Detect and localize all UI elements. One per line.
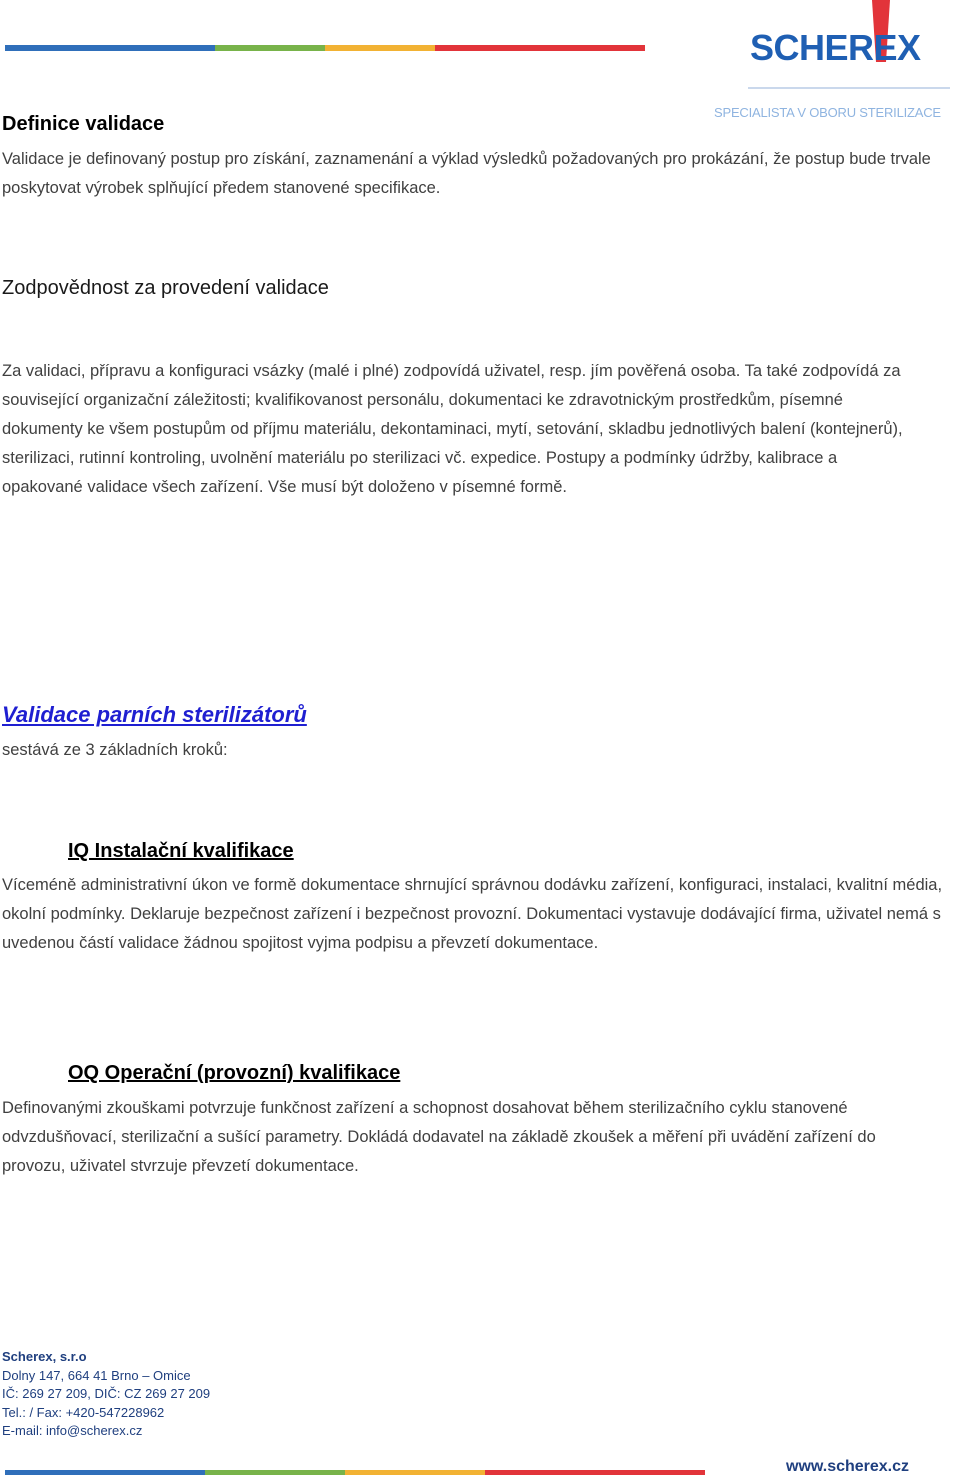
footer-stripe-red <box>485 1470 705 1475</box>
heading-zodpovednost: Zodpovědnost za provedení validace <box>2 277 329 299</box>
footer-ids: IČ: 269 27 209, DIČ: CZ 269 27 209 <box>2 1386 211 1401</box>
header-stripe-green <box>215 45 325 51</box>
heading-oq: OQ Operační (provozní) kvalifikace <box>68 1062 401 1084</box>
paragraph-iq: Víceméně administrativní úkon ve formě dokumentace shrnující správnou dodávku zařízení, konfiguraci, instalaci, kvalitní média, okolní podmínky. Deklaruje bezpečnost zařízení i bezpečnost provozní. Dokumentaci vystavuje dodávající firma, uživatel nemá s uvedenou částí validace žádnou spojitost vyjma podpisu a převzetí dokumentace. <box>2 876 943 952</box>
footer-address: Dolny 147, 664 41 Brno – Omice <box>2 1367 191 1383</box>
scherex-logo <box>700 0 960 130</box>
logo-wordmark: SCHEREX <box>750 27 921 68</box>
paragraph-oq: Definovanými zkouškami potvrzuje funkčnost zařízení a schopnost dosahovat během sterilizačního cyklu stanovené odvzdušňovací, sterilizační a sušící parametry. Dokládá dodavatel na základě zkoušek a měření při uvádění zařízení do provozu, uživatel stvrzuje převzetí dokumentace. <box>2 1099 876 1175</box>
footer-contact <box>2 1348 210 1441</box>
footer-company: Scherex, s.r.o <box>2 1349 87 1364</box>
header-stripe-red <box>435 45 645 51</box>
heading-definice: Definice validace <box>2 113 165 135</box>
logo-tagline: SPECIALISTA V OBORU STERILIZACE <box>714 105 941 120</box>
header-stripe-yellow <box>325 45 435 51</box>
footer-website-link[interactable]: www.scherex.cz <box>786 1458 910 1475</box>
paragraph-zodpovednost-part2: Ta také zodpovídá za související organizační záležitosti; kvalifikovanost personálu, dokumentaci ke zdravotnickým prostředkům, písemné dokumenty ke všem postupům od příjmu materiálu, dekontaminaci, mytí, setování, skladbu jednotlivých balení (kontejnerů), sterilizaci, rutinní kontroling, uvolnění materiálu po sterilizaci vč. expedice. Postupy a podmínky údržby, kalibrace a opakované validace všech zařízení. Vše musí být doloženo v písemné formě. <box>2 362 903 496</box>
paragraph-zodpovednost-part1: Za validaci, přípravu a konfiguraci vsázky (malé i plné) zodpovídá uživatel, resp. jím pověřená osoba. <box>2 362 741 380</box>
paragraph-zodpovednost <box>2 357 922 502</box>
heading-iq: IQ Instalační kvalifikace <box>68 840 294 862</box>
subtitle-parni: sestává ze 3 základních kroků: <box>2 741 228 759</box>
footer-phone: Tel.: / Fax: +420-547228962 <box>2 1404 165 1420</box>
heading-parni: Validace parních sterilizátorů <box>2 702 307 727</box>
footer-email[interactable]: E-mail: info@scherex.cz <box>2 1423 143 1438</box>
paragraph-definice: Validace je definovaný postup pro získání, zaznamenání a výklad výsledků požadovaných pro prokázání, že postup bude trvale poskytovat výrobek splňující předem stanovené specifikace. <box>2 150 931 197</box>
header-stripe-blue <box>5 45 215 51</box>
footer-stripe-blue <box>5 1470 205 1475</box>
footer-stripe-yellow <box>345 1470 485 1475</box>
footer-stripe-green <box>205 1470 345 1475</box>
